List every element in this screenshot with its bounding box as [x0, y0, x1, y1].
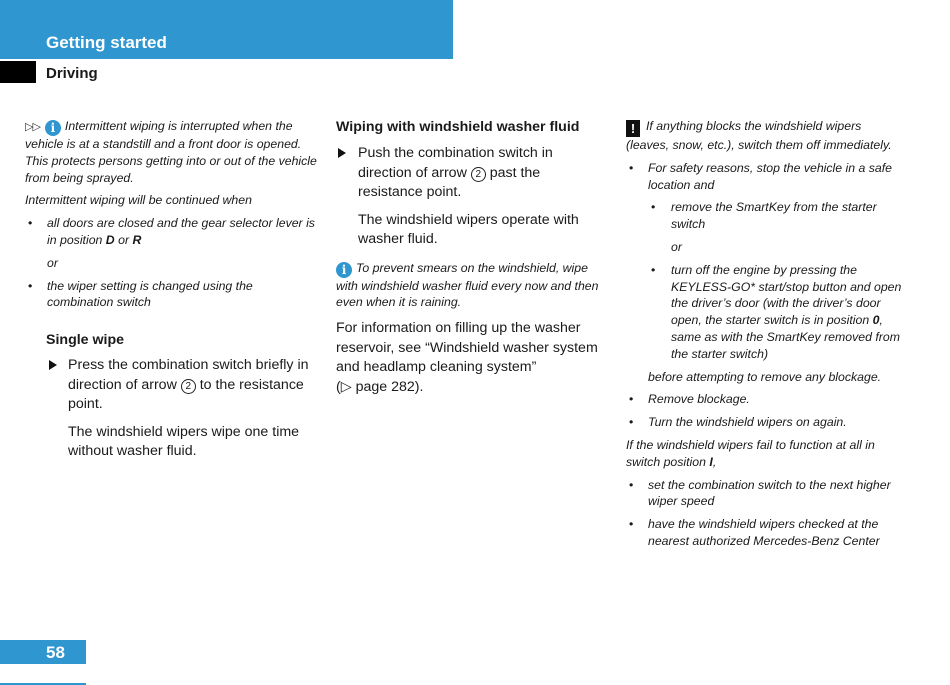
info-note-intermittent: [25, 118, 318, 186]
step-text: Press the combination switch briefly in direction of arrow: [68, 357, 309, 393]
info-icon: i: [45, 120, 61, 136]
sub-list-item: • remove the SmartKey from the starter switch: [626, 199, 902, 233]
fail-paragraph: [626, 437, 902, 471]
step-result: The windshield wipers operate with washer fluid.: [358, 211, 579, 247]
page-number: 58: [46, 643, 65, 662]
list-item: • set the combination switch to the next higher wiper speed: [626, 477, 902, 511]
list-item: • the wiper setting is changed using the combination switch: [25, 278, 318, 312]
instruction-step: [336, 144, 608, 203]
arrow-number-circle: 2: [471, 167, 486, 182]
warning-note: [626, 118, 902, 154]
column-right: [626, 118, 902, 550]
info-continued: Intermittent wiping will be continued when: [25, 193, 252, 208]
washer-heading: Wiping with windshield washer fluid: [336, 119, 580, 135]
list-item: • Remove blockage.: [626, 391, 902, 408]
bullet-text: all doors are closed and the gear selector lever is in position: [47, 216, 315, 247]
list-item: • have the windshield wipers checked at the nearest authorized Mercedes-Benz Center: [626, 516, 902, 550]
fail-text: If the windshield wipers fail to function at all in switch position: [626, 437, 875, 469]
or-separator: or: [671, 239, 682, 254]
step-arrow-icon: [49, 360, 57, 370]
arrow-number-circle: 2: [181, 379, 196, 394]
or-separator: or: [47, 255, 58, 270]
gear-position-r: R: [132, 232, 142, 247]
warning-icon: !: [626, 120, 640, 137]
step-text-end: to the resistance point.: [68, 376, 304, 413]
subsection-title: Driving: [46, 65, 98, 82]
gear-position-d: D: [105, 232, 115, 247]
step-text-end: past the resistance point.: [358, 164, 541, 200]
paragraph-text: For information on filling up the washer reservoir, see “Windshield washer system and headlamp cleaning system”: [336, 320, 598, 376]
switch-position-i: I: [709, 454, 713, 469]
instruction-step: [25, 356, 318, 415]
sub-list-text: turn off the engine by pressing the KEYLESS-GO* start/stop button and open the driver’s door (with the driver’s door open, the starter switch is in position: [671, 262, 902, 328]
list-item: • Turn the windshield wipers on again.: [626, 414, 902, 431]
info-note-smears: [336, 260, 608, 312]
step-arrow-icon: [338, 148, 346, 158]
page-reference-link[interactable]: (▷ page 282).: [336, 378, 424, 395]
subsection-marker: [0, 61, 36, 83]
column-middle: [336, 118, 608, 397]
section-title: Getting started: [46, 33, 167, 52]
continuation-icon: ▷▷: [25, 121, 40, 133]
bullet-text-or: or: [114, 232, 133, 247]
fail-text-end: ,: [712, 454, 717, 469]
info-icon: i: [336, 262, 352, 278]
switch-position-0: 0: [872, 313, 880, 328]
column-left: [25, 118, 318, 462]
list-item: • For safety reasons, stop the vehicle in a safe location and: [626, 160, 902, 194]
step-text: Push the combination switch in direction of arrow: [358, 145, 553, 181]
list-item: [25, 215, 318, 249]
step-result: The windshield wipers wipe one time without washer fluid.: [68, 423, 300, 460]
single-wipe-heading: Single wipe: [46, 332, 125, 349]
sub-list-text-end: , same as with the SmartKey removed from the starter switch): [671, 313, 900, 361]
before-note: before attempting to remove any blockage.: [648, 369, 882, 384]
sub-list-item: [626, 262, 902, 363]
info-text: To prevent smears on the windshield, wipe with windshield washer fluid every now and then even when it is raining.: [336, 260, 599, 310]
warning-text: If anything blocks the windshield wipers (leaves, snow, etc.), switch them off immediately.: [626, 119, 892, 152]
info-text: Intermittent wiping is interrupted when the vehicle is at a standstill and a front door is opened. This protects persons getting into or out of the vehicle from being sprayed.: [25, 119, 317, 185]
washer-reservoir-paragraph: [336, 319, 608, 397]
page-number-box: [0, 640, 86, 664]
